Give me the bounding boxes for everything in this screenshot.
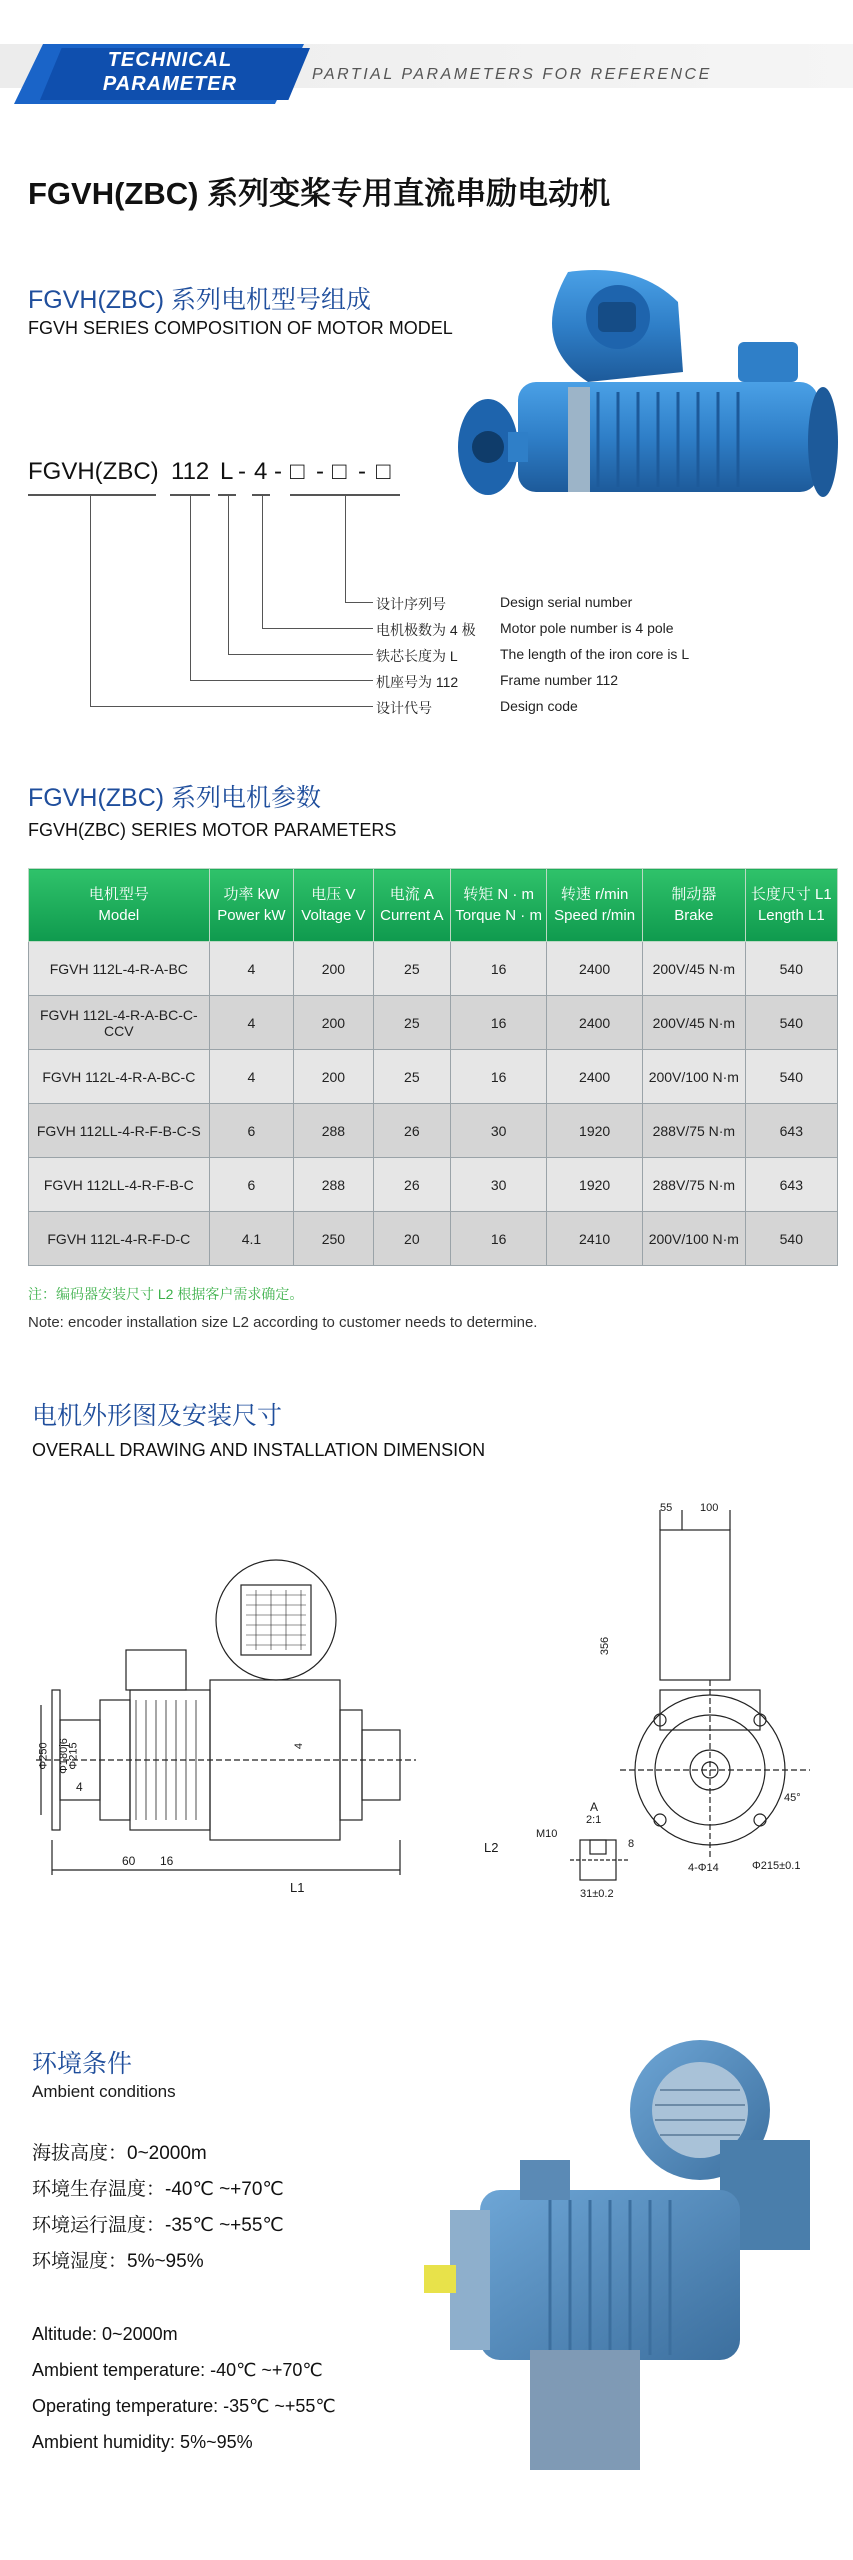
model-code-box1: □: [290, 458, 305, 485]
ambient-title-zh: 环境条件: [32, 2050, 133, 2078]
drawing-title-zh: 电机外形图及安装尺寸: [32, 1402, 283, 1430]
legend-en-0: Design serial number: [500, 594, 633, 610]
table-cell: 4: [209, 942, 294, 996]
table-cell: 540: [745, 1050, 837, 1104]
underline-core: [218, 494, 236, 496]
ambient-zh-0: 海拔高度：0~2000m: [32, 2143, 207, 2164]
legend-en-3: Frame number 112: [500, 672, 619, 688]
ambient-zh-2: 环境运行温度：-35℃ ~+55℃: [32, 2215, 284, 2236]
model-code-dash1: -: [238, 458, 246, 485]
table-cell: 200V/100 N·m: [643, 1212, 746, 1266]
model-code-dash3: -: [316, 458, 324, 485]
banner-title: [70, 48, 270, 96]
table-cell: 1920: [547, 1104, 643, 1158]
legend-en-2: The length of the iron core is L: [500, 646, 690, 662]
ambient-en-2: Operating temperature: -35℃ ~+55℃: [32, 2396, 336, 2416]
legend-en-4: Design code: [500, 698, 578, 714]
table-cell: 643: [745, 1104, 837, 1158]
table-cell: 288V/75 N·m: [643, 1158, 746, 1212]
table-cell: 643: [745, 1158, 837, 1212]
ambient-zh-3: 环境湿度：5%~95%: [32, 2251, 204, 2272]
col-power: [209, 869, 294, 942]
table-cell: 4: [209, 996, 294, 1050]
table-cell: 16: [451, 1050, 547, 1104]
col-model: [29, 869, 210, 942]
table-cell: 25: [373, 996, 450, 1050]
parameters-title-zh: FGVH(ZBC) 系列电机参数: [28, 784, 322, 812]
table-row: [29, 942, 838, 996]
table-cell: 250: [294, 1212, 373, 1266]
leader-v3: [228, 496, 229, 654]
table-row: [29, 1050, 838, 1104]
col-speed: [547, 869, 643, 942]
page-title: FGVH(ZBC) 系列变桨专用直流串励电动机: [28, 176, 611, 211]
motor-photo-top: [448, 262, 838, 522]
col-torque-zh: 转矩 N · m: [463, 886, 535, 903]
col-length-zh: 长度尺寸 L1: [750, 886, 832, 903]
dim-angle: 45°: [784, 1792, 801, 1804]
dim-d180: Φ180j6: [57, 1738, 70, 1774]
ambient-en-0: Altitude: 0~2000m: [32, 2324, 178, 2344]
dim-sixteen: 16: [160, 1854, 174, 1868]
table-row: [29, 996, 838, 1050]
dim-four2: 4: [293, 1742, 306, 1750]
table-cell: 26: [373, 1104, 450, 1158]
dim-d100: 100: [700, 1502, 719, 1514]
detail-label-a: A: [590, 1800, 599, 1814]
table-cell: 25: [373, 942, 450, 996]
dim-d356: 356: [599, 1636, 612, 1656]
motor-photo-bottom: [420, 2040, 840, 2500]
dim-holes: 4-Φ14: [688, 1862, 719, 1874]
dim-m10: M10: [536, 1828, 558, 1840]
model-code-prefix: FGVH(ZBC): [28, 458, 159, 485]
dim-hole-circle: Φ215±0.1: [752, 1860, 801, 1872]
ambient-en-3: Ambient humidity: 5%~95%: [32, 2432, 253, 2452]
dim-eight: 8: [628, 1838, 635, 1850]
col-brake-zh: 制动器: [671, 886, 717, 903]
detail-scale: 2:1: [586, 1814, 602, 1826]
table-row: [29, 1158, 838, 1212]
table-cell: 4: [209, 1050, 294, 1104]
front-view-drawing: [620, 1500, 820, 1880]
table-cell: FGVH 112L-4-R-A-BC-C-CCV: [29, 996, 210, 1050]
leader-h2: [262, 628, 373, 629]
model-code-dash2: -: [274, 458, 282, 485]
underline-pole: [252, 494, 270, 496]
col-voltage: [294, 869, 373, 942]
table-cell: 200: [294, 942, 373, 996]
banner-title-line1: TECHNICAL: [107, 49, 233, 71]
table-cell: 16: [451, 942, 547, 996]
table-cell: 16: [451, 996, 547, 1050]
table-cell: 30: [451, 1104, 547, 1158]
col-model-en: Model: [98, 907, 140, 924]
banner-subtitle: PARTIAL PARAMETERS FOR REFERENCE: [312, 66, 712, 83]
leader-h1: [345, 602, 373, 603]
table-cell: 30: [451, 1158, 547, 1212]
table-cell: 6: [209, 1158, 294, 1212]
table-cell: 288: [294, 1104, 373, 1158]
table-cell: 288V/75 N·m: [643, 1104, 746, 1158]
table-cell: 540: [745, 996, 837, 1050]
dim-l1: L1: [290, 1880, 305, 1895]
model-code-frame: 112: [171, 458, 210, 485]
table-cell: FGVH 112L-4-R-A-BC-C: [29, 1050, 210, 1104]
note-en: Note: encoder installation size L2 according to customer needs to determine.: [28, 1314, 538, 1331]
legend-zh-4: 设计代号: [376, 700, 432, 716]
col-torque-en: Torque N · m: [455, 907, 542, 924]
col-power-en: Power kW: [217, 907, 286, 924]
table-cell: FGVH 112LL-4-R-F-B-C-S: [29, 1104, 210, 1158]
legend-en-1: Motor pole number is 4 pole: [500, 620, 674, 636]
leader-v5: [90, 496, 91, 706]
composition-title-en: FGVH SERIES COMPOSITION OF MOTOR MODEL: [28, 318, 453, 338]
col-brake-en: Brake: [674, 907, 714, 924]
table-cell: FGVH 112L-4-R-F-D-C: [29, 1212, 210, 1266]
col-speed-en: Speed r/min: [554, 907, 636, 924]
col-voltage-en: Voltage V: [301, 907, 366, 924]
table-cell: 540: [745, 942, 837, 996]
table-cell: FGVH 112LL-4-R-F-B-C: [29, 1158, 210, 1212]
drawing-title-en: OVERALL DRAWING AND INSTALLATION DIMENSION: [32, 1440, 486, 1460]
dim-sixty: 60: [122, 1854, 136, 1868]
parameters-title-en: FGVH(ZBC) SERIES MOTOR PARAMETERS: [28, 820, 397, 840]
leader-h5: [90, 706, 373, 707]
col-length-en: Length L1: [757, 907, 825, 924]
ambient-en-1: Ambient temperature: -40℃ ~+70℃: [32, 2360, 323, 2380]
table-cell: FGVH 112L-4-R-A-BC: [29, 942, 210, 996]
dim-d250: Φ250: [37, 1742, 50, 1770]
col-current-zh: 电流 A: [389, 886, 434, 903]
note-zh: 注：编码器安装尺寸 L2 根据客户需求确定。: [28, 1286, 304, 1302]
model-code-core: L: [220, 458, 234, 485]
leader-h3: [228, 654, 373, 655]
col-current: [373, 869, 450, 942]
dim-d215: Φ215: [67, 1742, 80, 1770]
banner-title-line2: PARAMETER: [102, 73, 238, 95]
col-torque: [451, 869, 547, 942]
dim-d55: 55: [660, 1502, 673, 1514]
col-power-zh: 功率 kW: [223, 886, 280, 903]
ambient-zh-1: 环境生存温度：-40℃ ~+70℃: [32, 2179, 284, 2200]
legend-zh-2: 铁芯长度为 L: [376, 648, 458, 664]
table-header-row: [29, 869, 838, 942]
leader-v4: [190, 496, 191, 680]
col-voltage-zh: 电压 V: [311, 886, 356, 903]
table-cell: 200V/100 N·m: [643, 1050, 746, 1104]
legend-zh-0: 设计序列号: [376, 596, 446, 612]
table-cell: 200: [294, 1050, 373, 1104]
table-cell: 200V/45 N·m: [643, 942, 746, 996]
composition-title-zh: FGVH(ZBC) 系列电机型号组成: [28, 286, 372, 314]
col-length: [745, 869, 837, 942]
leader-h4: [190, 680, 373, 681]
col-current-en: Current A: [380, 907, 444, 924]
table-cell: 540: [745, 1212, 837, 1266]
table-cell: 2400: [547, 942, 643, 996]
col-brake: [643, 869, 746, 942]
table-row: [29, 1104, 838, 1158]
motor-parameters-table: [28, 868, 838, 1266]
dim-four: 4: [76, 1780, 83, 1794]
model-code-box3: □: [376, 458, 391, 485]
underline-prefix: [28, 494, 156, 496]
table-cell: 25: [373, 1050, 450, 1104]
model-code-dash4: -: [358, 458, 366, 485]
table-cell: 200V/45 N·m: [643, 996, 746, 1050]
table-row: [29, 1212, 838, 1266]
table-cell: 2410: [547, 1212, 643, 1266]
dim-l2: L2: [484, 1840, 499, 1855]
table-cell: 4.1: [209, 1212, 294, 1266]
table-cell: 26: [373, 1158, 450, 1212]
leader-v1: [345, 496, 346, 602]
model-code-pole: 4: [254, 458, 268, 485]
table-cell: 20: [373, 1212, 450, 1266]
legend-zh-1: 电机极数为 4 极: [376, 622, 476, 638]
table-cell: 288: [294, 1158, 373, 1212]
table-cell: 16: [451, 1212, 547, 1266]
ambient-title-en: Ambient conditions: [32, 2082, 176, 2101]
col-model-zh: 电机型号: [88, 886, 149, 903]
table-cell: 1920: [547, 1158, 643, 1212]
leader-v2: [262, 496, 263, 628]
dim-key: 31±0.2: [580, 1888, 614, 1900]
table-cell: 2400: [547, 996, 643, 1050]
side-view-drawing: [36, 1540, 536, 1900]
table-cell: 200: [294, 996, 373, 1050]
model-code-box2: □: [332, 458, 347, 485]
table-cell: 6: [209, 1104, 294, 1158]
legend-zh-3: 机座号为 112: [376, 674, 459, 690]
table-cell: 2400: [547, 1050, 643, 1104]
col-speed-zh: 转速 r/min: [560, 886, 629, 903]
